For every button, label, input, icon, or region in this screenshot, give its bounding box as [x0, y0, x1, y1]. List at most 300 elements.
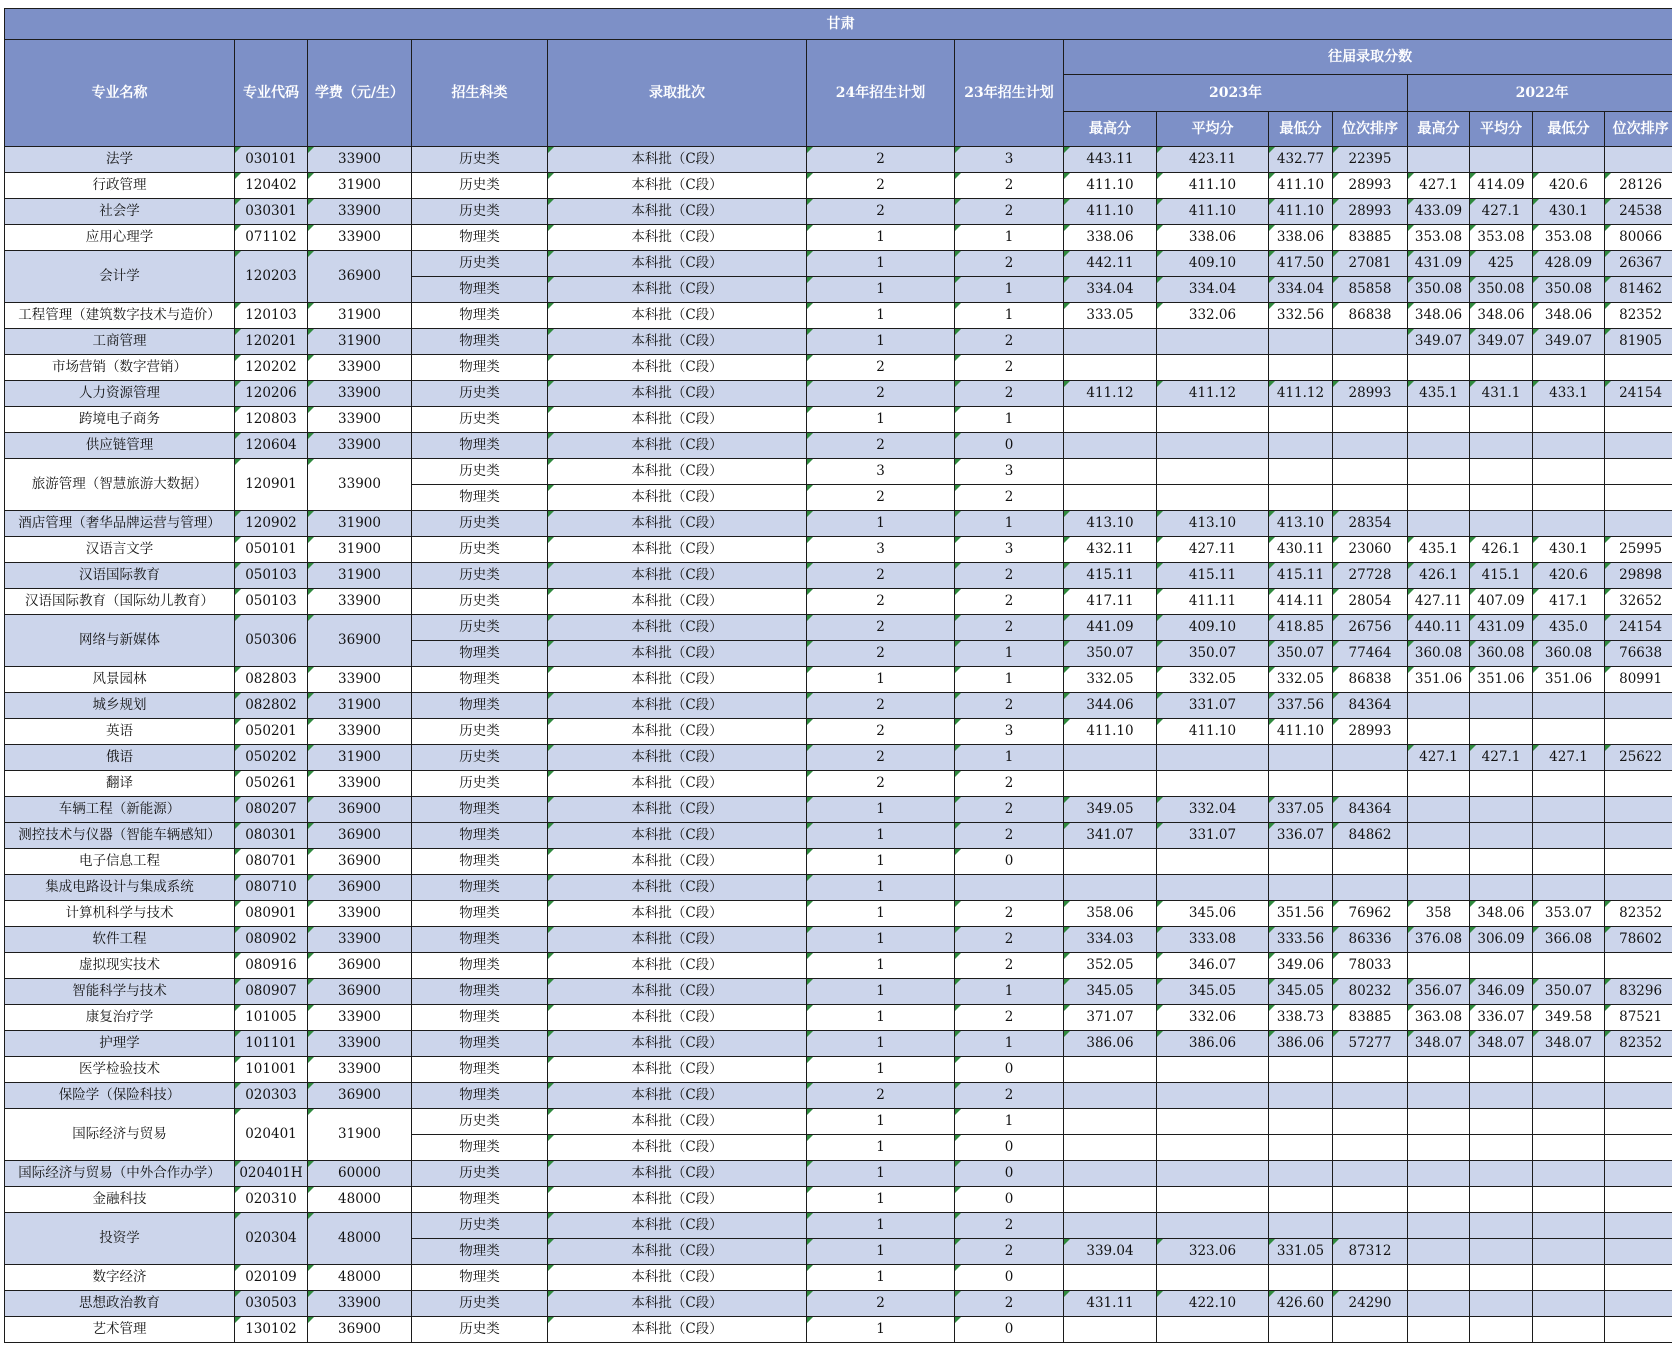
score-2023-cell: 84364 [1333, 693, 1408, 719]
score-2022-cell: 348.07 [1533, 1031, 1605, 1057]
major-name-cell: 会计学 [5, 251, 235, 303]
category-cell: 历史类 [412, 719, 548, 745]
score-2022-cell [1533, 1083, 1605, 1109]
score-2022-cell [1470, 1291, 1533, 1317]
plan-2023-cell: 2 [955, 563, 1064, 589]
tuition-cell: 33900 [308, 589, 412, 615]
plan-2023-cell: 0 [955, 1135, 1064, 1161]
plan-2023-cell: 2 [955, 329, 1064, 355]
score-2023-cell: 28354 [1333, 511, 1408, 537]
plan-2024-cell: 2 [807, 745, 955, 771]
score-2023-cell [1269, 485, 1333, 511]
major-name-cell: 俄语 [5, 745, 235, 771]
batch-cell: 本科批（C段） [548, 407, 807, 433]
score-2023-cell: 57277 [1333, 1031, 1408, 1057]
score-2022-cell [1605, 1291, 1672, 1317]
major-code-cell: 050261 [235, 771, 308, 797]
score-2023-cell: 337.56 [1269, 693, 1333, 719]
major-code-cell: 020401 [235, 1109, 308, 1161]
table-row [5, 173, 1672, 199]
score-2022-cell [1408, 1317, 1470, 1343]
score-2022-cell [1533, 1291, 1605, 1317]
major-name-cell: 行政管理 [5, 173, 235, 199]
score-2023-cell [1157, 1317, 1269, 1343]
plan-2024-cell: 2 [807, 563, 955, 589]
score-2022-cell: 348.06 [1470, 303, 1533, 329]
score-2022-cell [1408, 1265, 1470, 1291]
plan-2023-cell: 0 [955, 1161, 1064, 1187]
tuition-cell: 36900 [308, 875, 412, 901]
score-2022-cell: 349.07 [1470, 329, 1533, 355]
score-2022-cell: 430.1 [1533, 537, 1605, 563]
plan-2023-cell: 0 [955, 849, 1064, 875]
plan-2024-cell: 1 [807, 927, 955, 953]
major-name-cell: 康复治疗学 [5, 1005, 235, 1031]
plan-2024-cell: 1 [807, 511, 955, 537]
plan-2024-cell: 2 [807, 147, 955, 173]
category-cell: 历史类 [412, 173, 548, 199]
score-2022-cell: 81462 [1605, 277, 1672, 303]
score-2022-cell: 433.1 [1533, 381, 1605, 407]
plan-2023-cell: 1 [955, 511, 1064, 537]
table-row [5, 849, 1672, 875]
score-2023-cell: 85858 [1333, 277, 1408, 303]
category-cell: 物理类 [412, 979, 548, 1005]
score-2022-cell [1605, 875, 1672, 901]
score-2022-cell [1470, 797, 1533, 823]
score-2022-cell [1533, 433, 1605, 459]
score-2022-cell [1533, 693, 1605, 719]
major-code-cell: 120202 [235, 355, 308, 381]
score-2023-cell [1333, 849, 1408, 875]
score-2022-cell: 426.1 [1470, 537, 1533, 563]
major-code-cell: 080907 [235, 979, 308, 1005]
category-cell: 物理类 [412, 693, 548, 719]
major-code-cell: 080902 [235, 927, 308, 953]
plan-2024-cell: 2 [807, 641, 955, 667]
score-2022-cell [1408, 797, 1470, 823]
score-2022-cell: 353.08 [1533, 225, 1605, 251]
score-2022-cell [1470, 485, 1533, 511]
category-cell: 历史类 [412, 251, 548, 277]
major-name-cell: 艺术管理 [5, 1317, 235, 1343]
score-2022-cell: 358 [1408, 901, 1470, 927]
major-code-cell: 101005 [235, 1005, 308, 1031]
major-name-cell: 车辆工程（新能源） [5, 797, 235, 823]
score-2022-cell [1408, 433, 1470, 459]
score-2023-cell [1064, 433, 1157, 459]
plan-2024-cell: 2 [807, 615, 955, 641]
score-2023-cell [1269, 1057, 1333, 1083]
major-name-cell: 智能科学与技术 [5, 979, 235, 1005]
major-code-cell: 120901 [235, 459, 308, 511]
score-2023-cell: 336.07 [1269, 823, 1333, 849]
score-2022-cell: 348.06 [1470, 901, 1533, 927]
plan-2024-cell: 3 [807, 537, 955, 563]
score-2023-cell: 411.10 [1269, 719, 1333, 745]
plan-2023-cell: 2 [955, 693, 1064, 719]
score-2022-cell [1408, 953, 1470, 979]
score-2023-cell: 345.05 [1157, 979, 1269, 1005]
score-2023-cell: 423.11 [1157, 147, 1269, 173]
score-2023-cell [1269, 459, 1333, 485]
score-2022-cell: 427.1 [1470, 745, 1533, 771]
score-2023-cell: 332.05 [1269, 667, 1333, 693]
score-2023-cell: 28993 [1333, 381, 1408, 407]
score-2023-cell [1269, 355, 1333, 381]
score-2022-cell [1470, 1083, 1533, 1109]
score-2023-cell: 350.07 [1157, 641, 1269, 667]
score-2022-cell [1470, 953, 1533, 979]
col-header-2023-min: 最低分 [1269, 112, 1333, 147]
plan-2024-cell: 1 [807, 1109, 955, 1135]
score-2022-cell [1408, 147, 1470, 173]
score-2022-cell: 348.07 [1470, 1031, 1533, 1057]
score-2022-cell: 351.06 [1408, 667, 1470, 693]
batch-cell: 本科批（C段） [548, 771, 807, 797]
major-name-cell: 社会学 [5, 199, 235, 225]
score-2022-cell [1605, 797, 1672, 823]
batch-cell: 本科批（C段） [548, 485, 807, 511]
major-name-cell: 工商管理 [5, 329, 235, 355]
score-2022-cell: 82352 [1605, 1031, 1672, 1057]
score-2023-cell [1269, 1135, 1333, 1161]
score-2023-cell [1064, 745, 1157, 771]
tuition-cell: 33900 [308, 433, 412, 459]
table-row [5, 927, 1672, 953]
score-2022-cell [1533, 797, 1605, 823]
batch-cell: 本科批（C段） [548, 1239, 807, 1265]
score-2022-cell [1470, 771, 1533, 797]
plan-2024-cell: 2 [807, 173, 955, 199]
score-2022-cell: 427.1 [1408, 745, 1470, 771]
batch-cell: 本科批（C段） [548, 823, 807, 849]
score-2023-cell: 84364 [1333, 797, 1408, 823]
major-code-cell: 120201 [235, 329, 308, 355]
score-2023-cell: 415.11 [1269, 563, 1333, 589]
score-2022-cell [1470, 1109, 1533, 1135]
score-2022-cell: 24154 [1605, 615, 1672, 641]
score-2023-cell: 28054 [1333, 589, 1408, 615]
score-2023-cell [1333, 771, 1408, 797]
score-2022-cell: 433.09 [1408, 199, 1470, 225]
category-cell: 历史类 [412, 589, 548, 615]
table-row [5, 1031, 1672, 1057]
category-cell: 历史类 [412, 745, 548, 771]
score-2023-cell: 386.06 [1064, 1031, 1157, 1057]
score-2022-cell [1605, 1083, 1672, 1109]
tuition-cell: 33900 [308, 1031, 412, 1057]
table-row [5, 797, 1672, 823]
province-title: 甘肃 [5, 9, 1672, 40]
batch-cell: 本科批（C段） [548, 797, 807, 823]
category-cell: 历史类 [412, 537, 548, 563]
score-2023-cell: 441.09 [1064, 615, 1157, 641]
score-2023-cell: 413.10 [1269, 511, 1333, 537]
plan-2023-cell: 2 [955, 173, 1064, 199]
major-name-cell: 软件工程 [5, 927, 235, 953]
plan-2024-cell: 1 [807, 251, 955, 277]
score-2023-cell [1269, 1317, 1333, 1343]
table-row [5, 147, 1672, 173]
score-2022-cell: 420.6 [1533, 563, 1605, 589]
year-2023-header: 2023年 [1064, 75, 1408, 112]
score-2023-cell: 83885 [1333, 1005, 1408, 1031]
score-2022-cell [1470, 693, 1533, 719]
score-2022-cell: 407.09 [1470, 589, 1533, 615]
category-cell: 历史类 [412, 615, 548, 641]
major-code-cell: 080207 [235, 797, 308, 823]
score-2023-cell: 28993 [1333, 199, 1408, 225]
category-cell: 物理类 [412, 953, 548, 979]
major-name-cell: 国际经济与贸易（中外合作办学） [5, 1161, 235, 1187]
batch-cell: 本科批（C段） [548, 173, 807, 199]
col-header-2022-rank: 位次排序 [1605, 112, 1672, 147]
score-2023-cell: 344.06 [1064, 693, 1157, 719]
batch-cell: 本科批（C段） [548, 589, 807, 615]
score-2023-cell [1157, 329, 1269, 355]
category-cell: 物理类 [412, 823, 548, 849]
batch-cell: 本科批（C段） [548, 1187, 807, 1213]
category-cell: 物理类 [412, 875, 548, 901]
score-2023-cell: 426.60 [1269, 1291, 1333, 1317]
score-2023-cell [1157, 1109, 1269, 1135]
score-2022-cell [1408, 459, 1470, 485]
table-row [5, 329, 1672, 355]
major-code-cell: 120103 [235, 303, 308, 329]
col-header-plan-2024: 24年招生计划 [807, 40, 955, 147]
batch-cell: 本科批（C段） [548, 1031, 807, 1057]
category-cell: 物理类 [412, 225, 548, 251]
score-2022-cell [1408, 1161, 1470, 1187]
score-2023-cell [1333, 355, 1408, 381]
score-2023-cell: 415.11 [1157, 563, 1269, 589]
score-2022-cell [1605, 433, 1672, 459]
score-2022-cell: 351.06 [1533, 667, 1605, 693]
score-2023-cell: 432.11 [1064, 537, 1157, 563]
category-cell: 物理类 [412, 329, 548, 355]
score-2023-cell: 413.10 [1064, 511, 1157, 537]
score-2022-cell [1470, 849, 1533, 875]
score-2023-cell [1064, 459, 1157, 485]
score-2022-cell: 81905 [1605, 329, 1672, 355]
score-2022-cell [1533, 1057, 1605, 1083]
batch-cell: 本科批（C段） [548, 329, 807, 355]
col-header-2022-avg: 平均分 [1470, 112, 1533, 147]
score-2022-cell [1533, 875, 1605, 901]
score-2023-cell: 86336 [1333, 927, 1408, 953]
score-2022-cell [1605, 355, 1672, 381]
score-2022-cell [1408, 849, 1470, 875]
plan-2024-cell: 2 [807, 199, 955, 225]
score-2023-cell: 28993 [1333, 173, 1408, 199]
plan-2024-cell: 1 [807, 1213, 955, 1239]
score-2023-cell [1157, 355, 1269, 381]
score-2022-cell [1533, 1213, 1605, 1239]
plan-2024-cell: 2 [807, 485, 955, 511]
score-2022-cell [1408, 1135, 1470, 1161]
score-2023-cell: 346.07 [1157, 953, 1269, 979]
major-code-cell: 020401H [235, 1161, 308, 1187]
score-2022-cell [1470, 147, 1533, 173]
score-2023-cell: 411.10 [1064, 173, 1157, 199]
plan-2024-cell: 1 [807, 1057, 955, 1083]
score-2023-cell: 345.05 [1269, 979, 1333, 1005]
score-2022-cell [1605, 1161, 1672, 1187]
category-cell: 历史类 [412, 1109, 548, 1135]
score-2022-cell [1470, 1213, 1533, 1239]
score-2023-cell: 411.12 [1269, 381, 1333, 407]
score-2023-cell: 332.06 [1157, 303, 1269, 329]
score-2023-cell [1064, 1083, 1157, 1109]
tuition-cell: 33900 [308, 225, 412, 251]
plan-2023-cell: 1 [955, 225, 1064, 251]
batch-cell: 本科批（C段） [548, 1057, 807, 1083]
batch-cell: 本科批（C段） [548, 615, 807, 641]
score-2023-cell: 331.07 [1157, 693, 1269, 719]
tuition-cell: 33900 [308, 1291, 412, 1317]
score-2023-cell [1064, 407, 1157, 433]
score-2023-cell: 332.06 [1157, 1005, 1269, 1031]
tuition-cell: 36900 [308, 953, 412, 979]
plan-2023-cell: 2 [955, 1213, 1064, 1239]
batch-cell: 本科批（C段） [548, 563, 807, 589]
score-2023-cell: 417.11 [1064, 589, 1157, 615]
plan-2023-cell: 0 [955, 433, 1064, 459]
score-2023-cell [1064, 355, 1157, 381]
score-2023-cell [1064, 1213, 1157, 1239]
score-2023-cell: 411.10 [1269, 173, 1333, 199]
score-2022-cell [1605, 1317, 1672, 1343]
score-2022-cell: 349.58 [1533, 1005, 1605, 1031]
tuition-cell: 31900 [308, 537, 412, 563]
score-2022-cell: 376.08 [1408, 927, 1470, 953]
score-2023-cell: 411.10 [1064, 719, 1157, 745]
table-row [5, 199, 1672, 225]
score-2023-cell [1333, 459, 1408, 485]
plan-2023-cell: 1 [955, 745, 1064, 771]
batch-cell: 本科批（C段） [548, 1213, 807, 1239]
major-code-cell: 030101 [235, 147, 308, 173]
score-2023-cell [1333, 1317, 1408, 1343]
score-2023-cell [1269, 1187, 1333, 1213]
tuition-cell: 31900 [308, 693, 412, 719]
plan-2023-cell: 2 [955, 199, 1064, 225]
score-2023-cell: 80232 [1333, 979, 1408, 1005]
batch-cell: 本科批（C段） [548, 641, 807, 667]
plan-2024-cell: 1 [807, 1317, 955, 1343]
score-2022-cell [1533, 407, 1605, 433]
table-row [5, 355, 1672, 381]
score-2023-cell [1064, 875, 1157, 901]
score-2022-cell [1408, 1187, 1470, 1213]
table-row [5, 693, 1672, 719]
table-row [5, 615, 1672, 641]
score-2023-cell [1064, 329, 1157, 355]
score-2023-cell: 334.03 [1064, 927, 1157, 953]
batch-cell: 本科批（C段） [548, 1291, 807, 1317]
major-code-cell: 101101 [235, 1031, 308, 1057]
score-2022-cell [1605, 511, 1672, 537]
score-2023-cell: 411.10 [1269, 199, 1333, 225]
col-header-category: 招生科类 [412, 40, 548, 147]
score-2023-cell: 331.05 [1269, 1239, 1333, 1265]
score-2023-cell [1269, 1213, 1333, 1239]
plan-2024-cell: 1 [807, 329, 955, 355]
table-row [5, 1213, 1672, 1239]
tuition-cell: 33900 [308, 147, 412, 173]
table-row [5, 667, 1672, 693]
score-2023-cell [1269, 329, 1333, 355]
score-2023-cell: 26756 [1333, 615, 1408, 641]
score-2022-cell [1605, 849, 1672, 875]
table-row [5, 303, 1672, 329]
score-2022-cell [1605, 1239, 1672, 1265]
plan-2024-cell: 1 [807, 823, 955, 849]
major-name-cell: 供应链管理 [5, 433, 235, 459]
plan-2023-cell: 3 [955, 147, 1064, 173]
score-2023-cell [1269, 407, 1333, 433]
major-name-cell: 测控技术与仪器（智能车辆感知） [5, 823, 235, 849]
batch-cell: 本科批（C段） [548, 355, 807, 381]
plan-2024-cell: 1 [807, 1005, 955, 1031]
table-row [5, 719, 1672, 745]
score-2023-cell [1333, 875, 1408, 901]
tuition-cell: 31900 [308, 173, 412, 199]
score-2023-cell [1333, 1161, 1408, 1187]
plan-2024-cell: 1 [807, 667, 955, 693]
score-2022-cell: 87521 [1605, 1005, 1672, 1031]
score-2022-cell: 29898 [1605, 563, 1672, 589]
major-name-cell: 集成电路设计与集成系统 [5, 875, 235, 901]
plan-2023-cell: 3 [955, 459, 1064, 485]
score-2023-cell: 27081 [1333, 251, 1408, 277]
col-header-2023-rank: 位次排序 [1333, 112, 1408, 147]
score-2022-cell: 26367 [1605, 251, 1672, 277]
score-2023-cell: 409.10 [1157, 251, 1269, 277]
score-2023-cell [1157, 1135, 1269, 1161]
score-2022-cell [1533, 953, 1605, 979]
batch-cell: 本科批（C段） [548, 1083, 807, 1109]
score-2023-cell [1269, 849, 1333, 875]
score-2022-cell: 426.1 [1408, 563, 1470, 589]
plan-2023-cell: 2 [955, 823, 1064, 849]
score-2022-cell [1605, 407, 1672, 433]
score-2022-cell [1470, 1135, 1533, 1161]
major-code-cell: 080710 [235, 875, 308, 901]
category-cell: 物理类 [412, 277, 548, 303]
major-name-cell: 医学检验技术 [5, 1057, 235, 1083]
score-2022-cell [1533, 719, 1605, 745]
major-name-cell: 酒店管理（奢华品牌运营与管理） [5, 511, 235, 537]
plan-2023-cell: 2 [955, 901, 1064, 927]
batch-cell: 本科批（C段） [548, 979, 807, 1005]
plan-2023-cell [955, 875, 1064, 901]
major-name-cell: 数字经济 [5, 1265, 235, 1291]
plan-2024-cell: 1 [807, 849, 955, 875]
plan-2023-cell: 2 [955, 615, 1064, 641]
score-2023-cell: 332.05 [1157, 667, 1269, 693]
plan-2024-cell: 1 [807, 1135, 955, 1161]
score-2022-cell: 80991 [1605, 667, 1672, 693]
category-cell: 物理类 [412, 1031, 548, 1057]
category-cell: 物理类 [412, 355, 548, 381]
score-2023-cell [1333, 1057, 1408, 1083]
score-2022-cell [1470, 1265, 1533, 1291]
table-row [5, 1161, 1672, 1187]
tuition-cell: 33900 [308, 1057, 412, 1083]
tuition-cell: 33900 [308, 355, 412, 381]
